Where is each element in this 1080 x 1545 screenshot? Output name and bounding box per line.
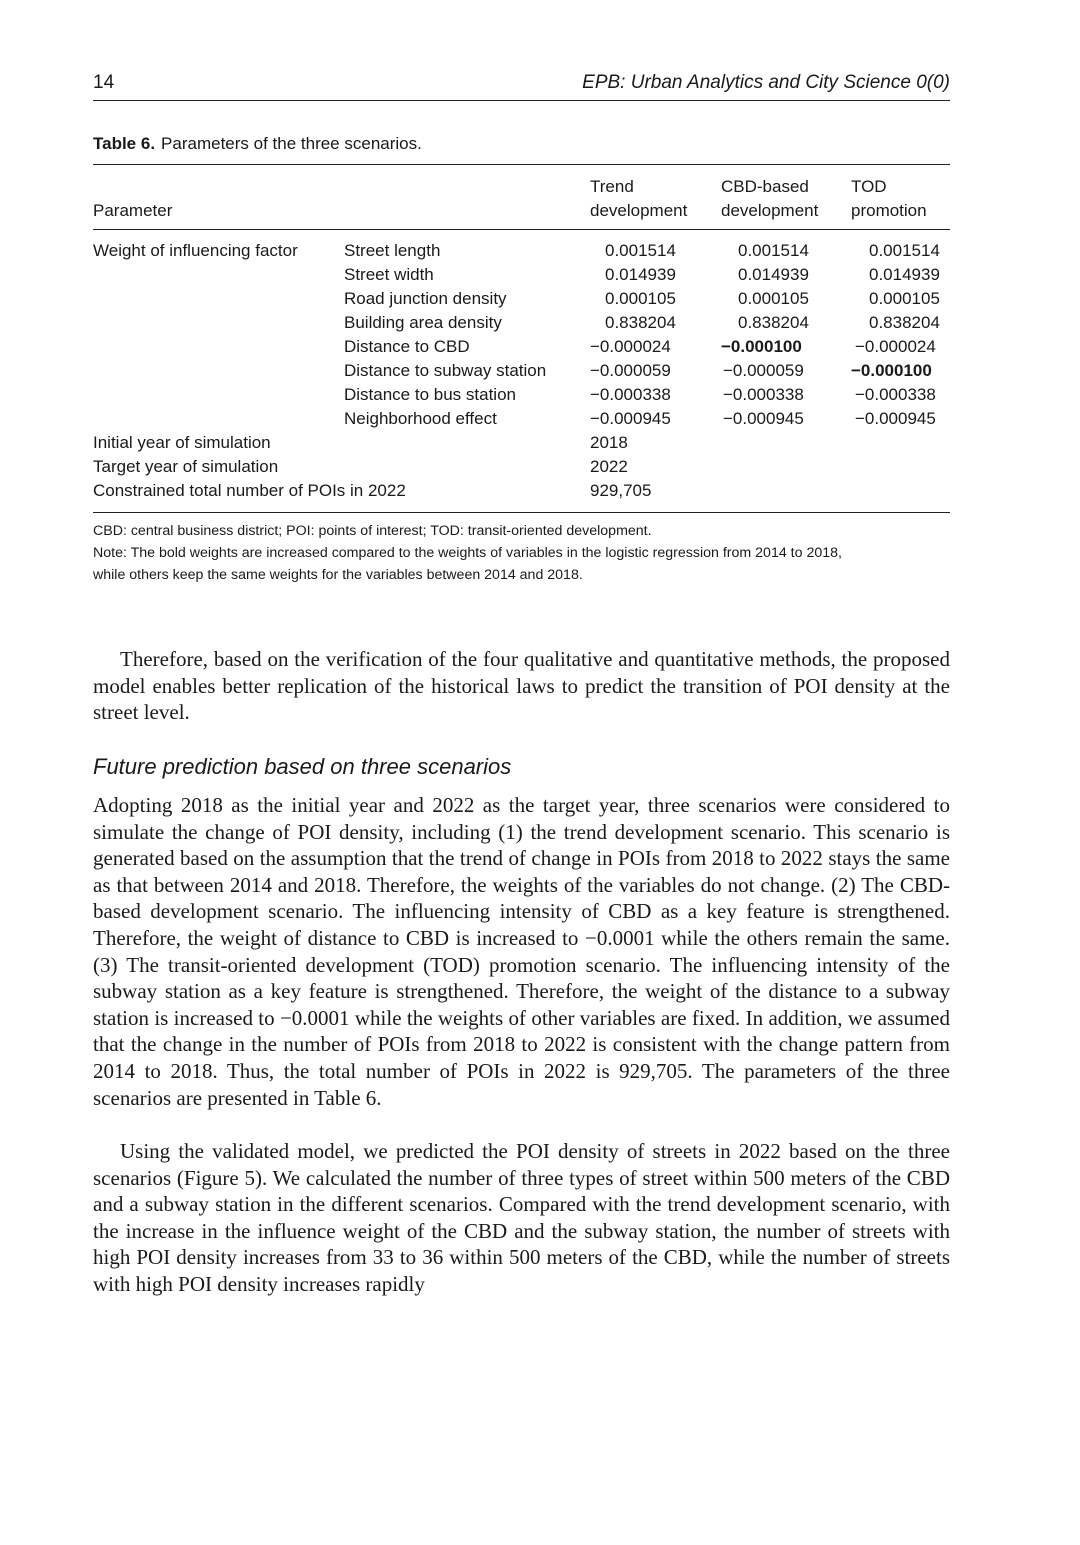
row-cbd-value: −0.000338: [723, 385, 804, 404]
row-cbd-value: 0.014939: [738, 265, 809, 284]
row-tod-value: −0.000024: [855, 337, 936, 356]
row-trend-value: 0.014939: [605, 265, 676, 284]
extra-row-label: Constrained total number of POIs in 2022: [93, 481, 406, 500]
row-name: Neighborhood effect: [344, 409, 497, 428]
extra-row-value: 929,705: [590, 481, 652, 500]
col-header-cbd-line1: CBD-based: [721, 177, 809, 196]
row-trend-value: −0.000024: [590, 337, 671, 356]
col-header-parameter: Parameter: [93, 201, 173, 220]
table-notes: [93, 520, 950, 586]
row-trend-value: 0.001514: [605, 241, 676, 260]
row-trend-value: −0.000059: [590, 361, 671, 380]
row-cbd-value: 0.000105: [738, 289, 809, 308]
row-name: Street width: [344, 265, 434, 284]
row-tod-value: 0.001514: [869, 241, 940, 260]
row-tod-value: 0.014939: [869, 265, 940, 284]
row-name: Distance to CBD: [344, 337, 470, 356]
row-name: Street length: [344, 241, 441, 260]
paragraph: Adopting 2018 as the initial year and 2022 as the target year, three scenarios were considered to simulate the change of POI density, including (1) the trend development scenario. This scenario is generated based on the assumption that the trend of change in POIs from 2018 to 2022 stays the same as that between 2014 and 2018. Therefore, the weights of the variables do not change. (2) The CBD-based development scenario. The influencing intensity of CBD as a key feature is strengthened. Therefore, the weight of distance to CBD is increased to −0.0001 while the others remain the same. (3) The transit-oriented development (TOD) promotion scenario. The influencing intensity of the subway station as a key feature is strengthened. Therefore, the weight of the distance to a subway station is increased to −0.0001 while the weights of other variables are fixed. In addition, we assumed that the change in the number of POIs from 2018 to 2022 is consistent with the change pattern from 2014 to 2018. Thus, the total number of POIs in 2022 is 929,705. The parameters of the three scenarios are presented in Table 6.: [93, 793, 950, 1110]
row-trend-value: 0.838204: [605, 313, 676, 332]
row-cbd-value-bold: −0.000100: [721, 337, 802, 356]
row-tod-value: −0.000945: [855, 409, 936, 428]
col-header-cbd-line2: development: [721, 201, 819, 220]
table-note-line: Note: The bold weights are increased compared to the weights of variables in the logistic regression from 2014 to 2018,: [93, 545, 842, 561]
row-name: Distance to bus station: [344, 385, 516, 404]
row-name: Building area density: [344, 313, 502, 332]
row-name: Road junction density: [344, 289, 507, 308]
col-header-tod: [851, 175, 927, 223]
table-caption: [93, 134, 422, 154]
row-tod-value: 0.838204: [869, 313, 940, 332]
paragraph: Therefore, based on the verification of the four qualitative and quantitative methods, the proposed model enables better replication of the historical laws to predict the transition of POI density at the street level.: [93, 647, 950, 725]
row-trend-value: −0.000945: [590, 409, 671, 428]
row-name: Distance to subway station: [344, 361, 547, 380]
row-trend-value: −0.000338: [590, 385, 671, 404]
row-cbd-value: 0.001514: [738, 241, 809, 260]
paragraph: Using the validated model, we predicted the POI density of streets in 2022 based on the three scenarios (Figure 5). We calculated the number of three types of street within 500 meters of the CBD and a subway station in the different scenarios. Compared with the trend development scenario, with the increase in the influence weight of the CBD and the subway station, the number of streets with high POI density increases from 33 to 36 within 500 meters of the CBD, while the number of streets with high POI density increases rapidly: [93, 1139, 950, 1296]
row-tod-value: 0.000105: [869, 289, 940, 308]
table-label: Table 6.: [93, 134, 156, 153]
extra-row-value: 2018: [590, 433, 628, 452]
section-heading: Future prediction based on three scenarios: [93, 754, 512, 779]
table-abbreviations: CBD: central business district; POI: points of interest; TOD: transit-oriented development.: [93, 523, 652, 539]
extra-row-label: Target year of simulation: [93, 457, 279, 476]
row-cbd-value: −0.000059: [723, 361, 804, 380]
table-note-line: while others keep the same weights for the variables between 2014 and 2018.: [93, 567, 583, 583]
extra-row-label: Initial year of simulation: [93, 433, 271, 452]
extra-row-value: 2022: [590, 457, 628, 476]
row-cbd-value: 0.838204: [738, 313, 809, 332]
col-header-trend-line2: development: [590, 201, 688, 220]
running-head: [93, 70, 950, 101]
row-cbd-value: −0.000945: [723, 409, 804, 428]
col-header-trend: [590, 175, 687, 223]
row-tod-value-bold: −0.000100: [851, 361, 932, 380]
table-caption-text: Parameters of the three scenarios.: [161, 134, 422, 153]
col-header-cbd: [721, 175, 818, 223]
col-header-tod-line2: promotion: [851, 201, 927, 220]
parameters-table: [93, 164, 950, 513]
page-number: 14: [93, 72, 115, 93]
table-header-rule: [93, 229, 950, 230]
col-header-tod-line1: TOD: [851, 177, 887, 196]
row-tod-value: −0.000338: [855, 385, 936, 404]
group-label: Weight of influencing factor: [93, 241, 298, 260]
row-trend-value: 0.000105: [605, 289, 676, 308]
col-header-trend-line1: Trend: [590, 177, 634, 196]
journal-title: EPB: Urban Analytics and City Science 0(0): [582, 72, 950, 93]
